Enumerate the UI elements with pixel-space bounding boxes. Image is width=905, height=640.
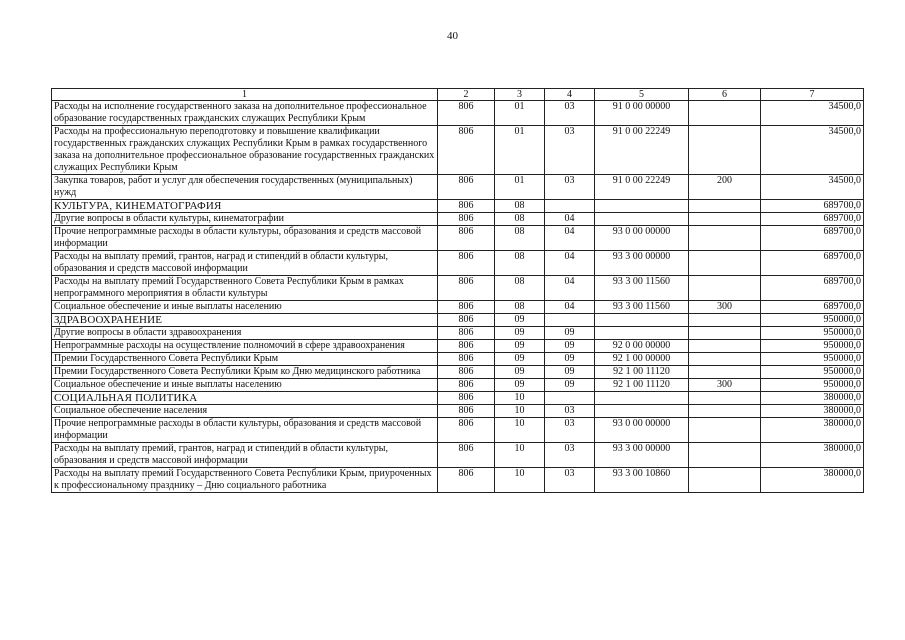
expense-name-cell: Прочие непрограммные расходы в области культуры, образования и средств массовой информации [52,226,438,251]
target-article-cell [595,200,689,213]
grbs-code-cell: 806 [438,353,495,366]
column-header: 2 [438,89,495,101]
column-header: 6 [689,89,761,101]
target-article-cell [595,314,689,327]
grbs-code-cell: 806 [438,405,495,418]
expense-name-cell: КУЛЬТУРА, КИНЕМАТОГРАФИЯ [52,200,438,213]
table-row [52,301,864,314]
section-code-cell: 08 [495,301,545,314]
target-article-cell: 93 3 00 00000 [595,251,689,276]
grbs-code-cell: 806 [438,200,495,213]
section-code-cell: 08 [495,200,545,213]
expense-name-cell: Прочие непрограммные расходы в области культуры, образования и средств массовой информации [52,418,438,443]
amount-cell: 950000,0 [761,340,864,353]
table-row [52,340,864,353]
column-header: 3 [495,89,545,101]
section-code-cell: 09 [495,340,545,353]
expense-name-cell: Премии Государственного Совета Республики Крым [52,353,438,366]
section-code-cell: 01 [495,126,545,175]
expense-name-cell: Непрограммные расходы на осуществление полномочий в сфере здравоохранения [52,340,438,353]
amount-cell: 34500,0 [761,101,864,126]
amount-cell: 689700,0 [761,276,864,301]
target-article-cell: 91 0 00 00000 [595,101,689,126]
column-number-row [52,89,864,101]
table-row [52,126,864,175]
expense-name-cell: Социальное обеспечение и иные выплаты населению [52,301,438,314]
expense-type-cell [689,340,761,353]
grbs-code-cell: 806 [438,251,495,276]
section-code-cell: 08 [495,276,545,301]
table-row [52,314,864,327]
amount-cell: 380000,0 [761,392,864,405]
grbs-code-cell: 806 [438,175,495,200]
target-article-cell: 92 0 00 00000 [595,340,689,353]
expense-type-cell [689,101,761,126]
column-header: 4 [545,89,595,101]
page-number: 40 [447,30,458,42]
expense-type-cell [689,443,761,468]
amount-cell: 689700,0 [761,251,864,276]
table-row [52,200,864,213]
subsection-code-cell: 04 [545,276,595,301]
expense-name-cell: Другие вопросы в области культуры, кинематографии [52,213,438,226]
expense-name-cell: СОЦИАЛЬНАЯ ПОЛИТИКА [52,392,438,405]
section-code-cell: 10 [495,405,545,418]
grbs-code-cell: 806 [438,226,495,251]
target-article-cell: 93 3 00 00000 [595,443,689,468]
expense-type-cell [689,353,761,366]
amount-cell: 380000,0 [761,468,864,493]
target-article-cell: 91 0 00 22249 [595,126,689,175]
section-code-cell: 09 [495,314,545,327]
expense-type-cell [689,200,761,213]
grbs-code-cell: 806 [438,314,495,327]
grbs-code-cell: 806 [438,327,495,340]
expense-name-cell: ЗДРАВООХРАНЕНИЕ [52,314,438,327]
expense-name-cell: Расходы на выплату премий, грантов, наград и стипендий в области культуры, образования и средств массовой информации [52,443,438,468]
table-row [52,353,864,366]
expense-type-cell [689,327,761,340]
expense-name-cell: Расходы на исполнение государственного заказа на дополнительное профессиональное образование государственных гражданских служащих Республики Крым [52,101,438,126]
expense-type-cell [689,366,761,379]
table-row [52,443,864,468]
grbs-code-cell: 806 [438,379,495,392]
expense-name-cell: Закупка товаров, работ и услуг для обеспечения государственных (муниципальных) нужд [52,175,438,200]
table-body [52,101,864,493]
amount-cell: 950000,0 [761,353,864,366]
subsection-code-cell: 09 [545,366,595,379]
table-row [52,392,864,405]
column-header: 5 [595,89,689,101]
grbs-code-cell: 806 [438,101,495,126]
section-code-cell: 01 [495,175,545,200]
target-article-cell [595,392,689,405]
grbs-code-cell: 806 [438,340,495,353]
subsection-code-cell: 03 [545,418,595,443]
target-article-cell [595,213,689,226]
section-code-cell: 09 [495,379,545,392]
amount-cell: 689700,0 [761,226,864,251]
section-code-cell: 10 [495,443,545,468]
target-article-cell: 91 0 00 22249 [595,175,689,200]
expense-type-cell [689,126,761,175]
target-article-cell: 93 3 00 11560 [595,301,689,314]
amount-cell: 34500,0 [761,175,864,200]
table-row [52,418,864,443]
subsection-code-cell [545,314,595,327]
expense-type-cell [689,226,761,251]
column-header: 1 [52,89,438,101]
section-code-cell: 08 [495,213,545,226]
subsection-code-cell: 04 [545,301,595,314]
grbs-code-cell: 806 [438,301,495,314]
subsection-code-cell: 09 [545,327,595,340]
grbs-code-cell: 806 [438,468,495,493]
subsection-code-cell [545,392,595,405]
grbs-code-cell: 806 [438,366,495,379]
amount-cell: 380000,0 [761,418,864,443]
expense-type-cell [689,276,761,301]
section-code-cell: 09 [495,366,545,379]
target-article-cell: 93 0 00 00000 [595,226,689,251]
budget-table [51,88,864,493]
subsection-code-cell: 04 [545,251,595,276]
table-row [52,468,864,493]
table-row [52,379,864,392]
expense-type-cell [689,251,761,276]
subsection-code-cell: 03 [545,443,595,468]
table-row [52,251,864,276]
table-row [52,101,864,126]
expense-name-cell: Социальное обеспечение населения [52,405,438,418]
expense-name-cell: Премии Государственного Совета Республики Крым ко Дню медицинского работника [52,366,438,379]
expense-type-cell [689,213,761,226]
target-article-cell: 92 1 00 11120 [595,366,689,379]
expense-name-cell: Другие вопросы в области здравоохранения [52,327,438,340]
section-code-cell: 09 [495,327,545,340]
table-row [52,175,864,200]
amount-cell: 689700,0 [761,213,864,226]
subsection-code-cell: 09 [545,340,595,353]
amount-cell: 380000,0 [761,405,864,418]
expense-type-cell: 200 [689,175,761,200]
expense-name-cell: Расходы на профессиональную переподготовку и повышение квалификации государственных гражданских служащих Республики Крым в рамках государственного заказа на дополнительное профессиональное образование государственных гражданских служащих Республики Крым [52,126,438,175]
grbs-code-cell: 806 [438,213,495,226]
amount-cell: 34500,0 [761,126,864,175]
section-code-cell: 01 [495,101,545,126]
subsection-code-cell: 03 [545,126,595,175]
expense-type-cell [689,314,761,327]
grbs-code-cell: 806 [438,392,495,405]
expense-type-cell: 300 [689,301,761,314]
grbs-code-cell: 806 [438,443,495,468]
subsection-code-cell: 09 [545,353,595,366]
subsection-code-cell: 03 [545,101,595,126]
section-code-cell: 10 [495,468,545,493]
grbs-code-cell: 806 [438,126,495,175]
subsection-code-cell: 03 [545,175,595,200]
amount-cell: 950000,0 [761,379,864,392]
expense-type-cell: 300 [689,379,761,392]
expense-name-cell: Расходы на выплату премий, грантов, наград и стипендий в области культуры, образования и средств массовой информации [52,251,438,276]
target-article-cell [595,327,689,340]
expense-type-cell [689,418,761,443]
target-article-cell [595,405,689,418]
section-code-cell: 10 [495,418,545,443]
amount-cell: 950000,0 [761,366,864,379]
table-row [52,213,864,226]
target-article-cell: 92 1 00 00000 [595,353,689,366]
subsection-code-cell: 04 [545,226,595,251]
target-article-cell: 93 0 00 00000 [595,418,689,443]
amount-cell: 689700,0 [761,301,864,314]
table-row [52,226,864,251]
table-row [52,327,864,340]
expense-type-cell [689,405,761,418]
amount-cell: 950000,0 [761,327,864,340]
section-code-cell: 09 [495,353,545,366]
section-code-cell: 08 [495,226,545,251]
subsection-code-cell: 03 [545,405,595,418]
column-header: 7 [761,89,864,101]
table-row [52,276,864,301]
amount-cell: 380000,0 [761,443,864,468]
expense-type-cell [689,468,761,493]
section-code-cell: 08 [495,251,545,276]
subsection-code-cell: 09 [545,379,595,392]
amount-cell: 950000,0 [761,314,864,327]
expense-type-cell [689,392,761,405]
subsection-code-cell: 03 [545,468,595,493]
expense-name-cell: Социальное обеспечение и иные выплаты населению [52,379,438,392]
section-code-cell: 10 [495,392,545,405]
expense-name-cell: Расходы на выплату премий Государственного Совета Республики Крым, приуроченных к профессиональному празднику – Дню социального работника [52,468,438,493]
grbs-code-cell: 806 [438,418,495,443]
table-row [52,366,864,379]
target-article-cell: 93 3 00 10860 [595,468,689,493]
subsection-code-cell: 04 [545,213,595,226]
target-article-cell: 92 1 00 11120 [595,379,689,392]
subsection-code-cell [545,200,595,213]
amount-cell: 689700,0 [761,200,864,213]
target-article-cell: 93 3 00 11560 [595,276,689,301]
expense-name-cell: Расходы на выплату премий Государственного Совета Республики Крым в рамках непрограммного мероприятия в области культуры [52,276,438,301]
grbs-code-cell: 806 [438,276,495,301]
table-row [52,405,864,418]
